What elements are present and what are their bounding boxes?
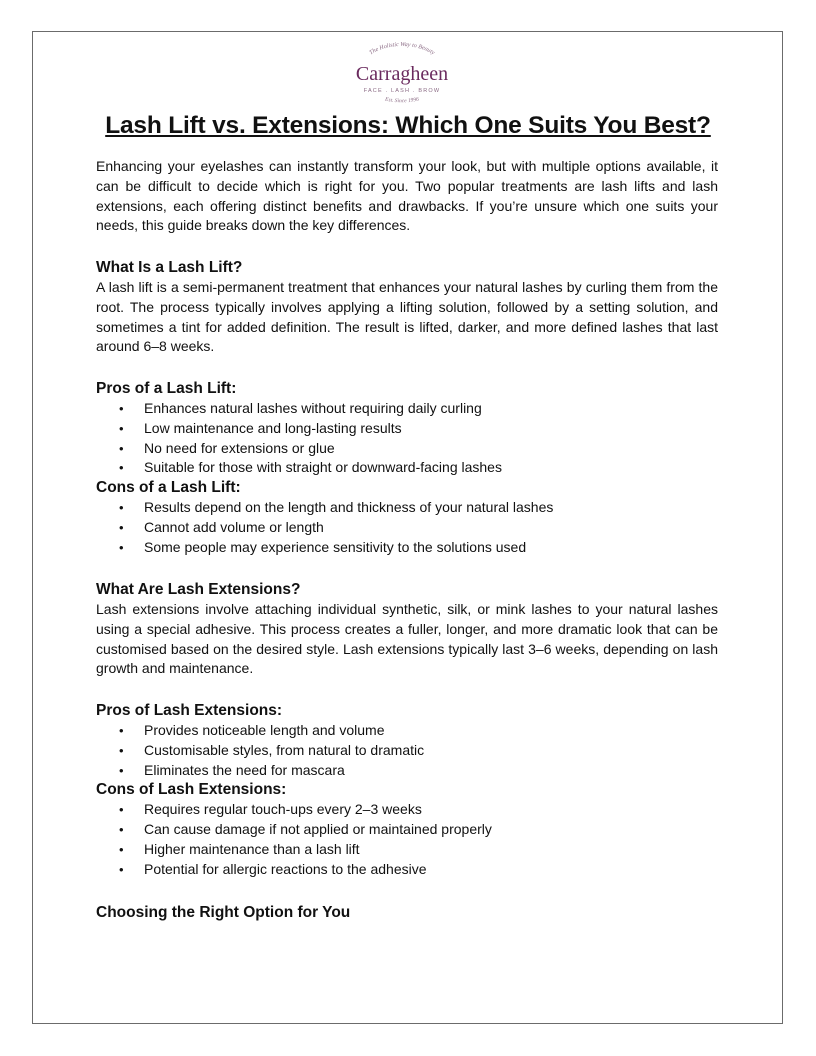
list-item: • Higher maintenance than a lash lift — [96, 840, 718, 860]
lash-extensions-cons-list — [96, 800, 718, 879]
lash-lift-cons-heading: Cons of a Lash Lift: — [96, 479, 241, 497]
list-item: • Cannot add volume or length — [96, 518, 718, 538]
list-item: • Potential for allergic reactions to the adhesive — [96, 860, 718, 880]
list-item: • Results depend on the length and thickness of your natural lashes — [96, 498, 718, 518]
svg-text:Est. Since 1996 — [384, 96, 420, 104]
list-item: • Suitable for those with straight or downward-facing lashes — [96, 458, 718, 478]
carragheen-logo — [332, 40, 472, 110]
svg-text:The Holistic Way to Beauty — [368, 42, 435, 57]
lash-extensions-pros-section — [96, 701, 718, 880]
lash-extensions-cons-heading: Cons of Lash Extensions: — [96, 781, 287, 799]
lash-lift-cons-list — [96, 498, 718, 557]
list-item: • Provides noticeable length and volume — [96, 721, 718, 741]
logo-arc-bottom: Est. Since 1996 — [384, 96, 420, 105]
list-item: • No need for extensions or glue — [96, 439, 718, 459]
list-item: • Requires regular touch-ups every 2–3 weeks — [96, 800, 718, 820]
choosing-section — [96, 903, 718, 923]
choosing-heading: Choosing the Right Option for You — [96, 904, 351, 921]
list-item: • Low maintenance and long-lasting results — [96, 419, 718, 439]
lash-extensions-pros-list — [96, 721, 718, 780]
list-item: • Some people may experience sensitivity to the solutions used — [96, 538, 718, 558]
list-item: • Enhances natural lashes without requiring daily curling — [96, 399, 718, 419]
logo-arc-top: The Holistic Way to Beauty — [368, 41, 436, 57]
lash-lift-section — [96, 258, 718, 357]
lash-extensions-section — [96, 580, 718, 679]
logo-graphic — [332, 40, 472, 110]
lash-lift-pros-heading: Pros of a Lash Lift: — [96, 380, 237, 397]
lash-extensions-heading: What Are Lash Extensions? — [96, 581, 301, 598]
list-item: • Customisable styles, from natural to dramatic — [96, 741, 718, 761]
lash-extensions-pros-heading: Pros of Lash Extensions: — [96, 702, 283, 719]
lash-extensions-paragraph: Lash extensions involve attaching individual synthetic, silk, or mink lashes to your natural lashes using a special adhesive. This process creates a fuller, longer, and more dramatic look that can be customised based on the desired style. Lash extensions typically last 3–6 weeks, depending on lash growth and maintenance. — [96, 601, 718, 677]
lash-lift-heading: What Is a Lash Lift? — [96, 259, 243, 276]
logo-tagline: FACE . LASH . BROW — [363, 88, 441, 94]
lash-lift-paragraph: A lash lift is a semi-permanent treatment that enhances your natural lashes by curling them from the root. The process typically involves applying a lifting solution, followed by a setting solution, and sometimes a tint for added definition. The result is lifted, darker, and more defined lashes that last around 6–8 weeks. — [96, 279, 718, 355]
list-item: • Can cause damage if not applied or maintained properly — [96, 820, 718, 840]
lash-lift-pros-section — [96, 379, 718, 558]
intro-paragraph: Enhancing your eyelashes can instantly transform your look, but with multiple options available, it can be difficult to decide which is right for you. Two popular treatments are lash lifts and lash extensions, each offering distinct benefits and drawbacks. If you’re unsure which one suits your needs, this guide breaks down the key differences. — [96, 158, 718, 234]
logo-name: Carragheen — [355, 63, 449, 85]
page-title: Lash Lift vs. Extensions: Which One Suits You Best? — [105, 112, 711, 139]
lash-lift-pros-list — [96, 399, 718, 478]
list-item: • Eliminates the need for mascara — [96, 761, 718, 781]
intro-section — [96, 157, 718, 236]
